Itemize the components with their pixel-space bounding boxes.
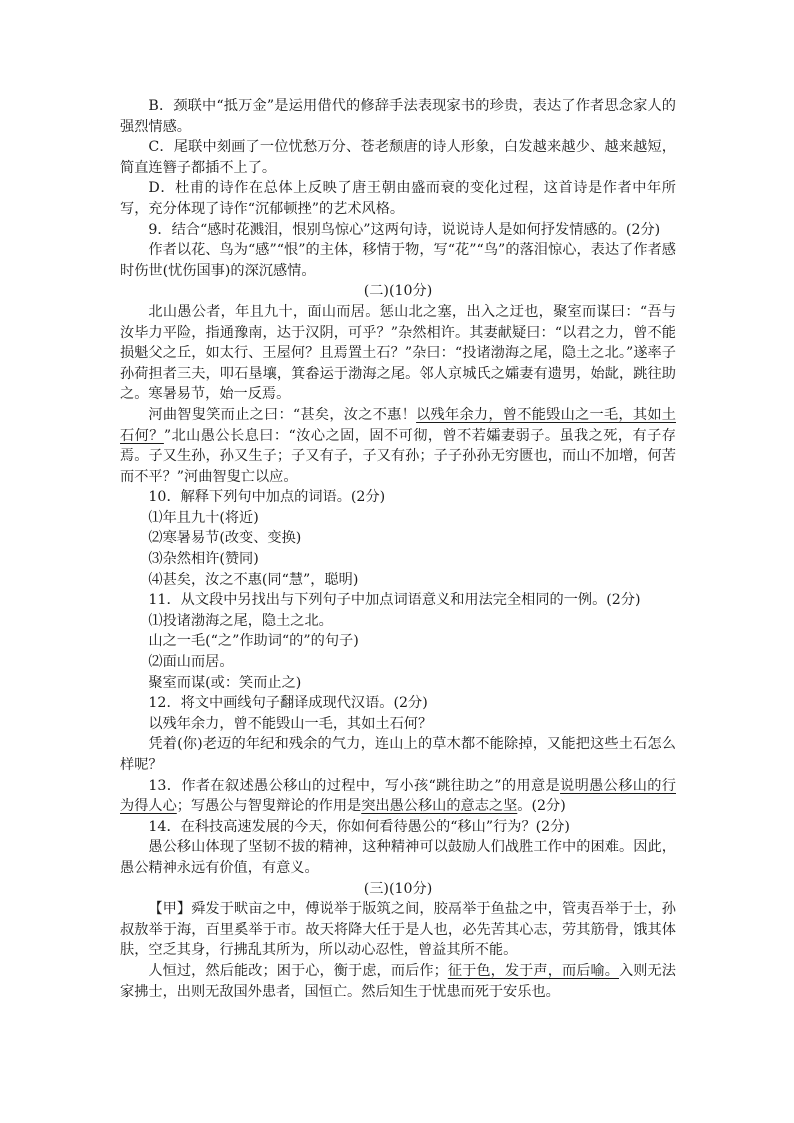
section3-passage-para1: 【甲】舜发于畎亩之中，傅说举于版筑之间，胶鬲举于鱼盐之中，管夷吾举于士，孙叔敖举于海，百里奚举于市。故天将降大任于是人也，必先苦其心志，劳其筋骨，饿其体肤，空乏其身，行拂乱其所为，所以动心忍性，曾益其所不能。 (120, 901, 676, 959)
q8-option-b: B．颈联中“抵万金”是运用借代的修辞手法表现家书的珍贵，表达了作者思念家人的强烈情感。 (120, 98, 676, 135)
q11-answer-1: 山之一毛(“之”作助词“的”的句子) (148, 633, 359, 650)
q10-question: 10．解释下列句中加点的词语。(2分) (148, 489, 386, 506)
section2-heading: (二)(10分) (363, 283, 433, 300)
q10-item-2: ⑵寒暑易节(改变、变换) (148, 530, 302, 547)
q13-question (120, 776, 676, 817)
s3-underlined-sentence: 征于色，发于声，而后喻。 (447, 962, 619, 979)
q13-text-3: 。(2分) (517, 798, 566, 815)
q8-option-d: D．杜甫的诗作在总体上反映了唐王朝由盛而衰的变化过程，这首诗是作者中年所写，充分体现了诗作“沉郁顿挫”的艺术风格。 (120, 180, 676, 217)
para2-text-start: 河曲智叟笑而止之曰：“甚矣，汝之不惠！ (148, 406, 417, 423)
q11-item-2: ⑵面山而居。 (148, 654, 234, 671)
s3-para2-text-end: 入则无法家拂士，出则无敌国外患者，国恒亡。然后知生于忧患而死于安乐也。 (120, 962, 676, 1000)
q13-answer-1: 说明愚公移山的行为得人心 (120, 777, 676, 815)
q11-answer-2: 聚室而谋(或：笑而止之) (148, 674, 302, 691)
s3-para2-text-start: 人恒过，然后能改；困于心，衡于虑，而后作； (148, 962, 448, 979)
q13-text-2: ；写愚公与智叟辩论的作用是 (176, 798, 362, 815)
q9-answer: 作者以花、鸟为“感”“恨”的主体，移情于物，写“花”“鸟”的落泪惊心，表达了作者感时伤世(忧伤国事)的深沉感情。 (120, 242, 676, 279)
q10-item-1: ⑴年且九十(将近) (148, 509, 259, 526)
q13-text-1: 13．作者在叙述愚公移山的过程中，写小孩“跳往助之”的用意是 (148, 777, 561, 794)
q12-answer: 凭着(你)老迈的年纪和残余的气力，连山上的草木都不能除掉，又能把这些土石怎么样呢？ (120, 736, 676, 773)
q14-question: 14．在科技高速发展的今天，你如何看待愚公的“移山”行为？(2分) (148, 818, 570, 835)
q11-question: 11．从文段中另找出与下列句子中加点词语意义和用法完全相同的一例。(2分) (148, 592, 641, 609)
q12-question: 12．将文中画线句子翻译成现代汉语。(2分) (148, 695, 428, 712)
q12-sentence: 以残年余力，曾不能毁山一毛，其如土石何？ (148, 715, 433, 732)
q14-answer: 愚公移山体现了坚韧不拔的精神，这种精神可以鼓励人们战胜工作中的困难。因此，愚公精神永远有价值，有意义。 (120, 839, 676, 876)
q11-item-1: ⑴投诸渤海之尾，隐土之北。 (148, 612, 333, 629)
para2-text-end: ”北山愚公长息曰：“汝心之固，固不可彻，曾不若孀妻弱子。虽我之死，有子存焉。子又生孙，孙又生子；子又有子，子又有孙；子子孙孙无穷匮也，而山不加增，何苦而不平？”河曲智叟亡以应。 (120, 427, 676, 485)
section2-passage-para1: 北山愚公者，年且九十，面山而居。惩山北之塞，出入之迂也，聚室而谋曰：“吾与汝毕力平险，指通豫南，达于汉阴，可乎？”杂然相许。其妻献疑曰：“以君之力，曾不能损魁父之丘，如太行、王屋何？且焉置土石？”杂曰：“投诸渤海之尾，隐土之北。”遂率子孙荷担者三夫，叩石垦壤，箕畚运于渤海之尾。邻人京城氏之孀妻有遗男，始龀，跳往助之。寒暑易节，始一反焉。 (120, 303, 676, 403)
document-content (120, 96, 676, 1002)
section3-heading: (三)(10分) (363, 880, 433, 897)
q13-answer-2: 突出愚公移山的意志之坚 (361, 798, 518, 815)
q9-question: 9．结合“感时花溅泪，恨别鸟惊心”这两句诗，说说诗人是如何抒发情感的。(2分) (148, 221, 661, 238)
section2-passage-para2 (120, 405, 676, 487)
section3-passage-para2 (120, 961, 676, 1002)
q10-item-3: ⑶杂然相许(赞同) (148, 551, 259, 568)
underlined-sentence: 以残年余力，曾不能毁山之一毛，其如土石何？ (120, 406, 676, 444)
q10-item-4: ⑷甚矣，汝之不惠(同“慧”，聪明) (148, 571, 359, 588)
q8-option-c: C．尾联中刻画了一位忧愁万分、苍老颓唐的诗人形象，白发越来越少、越来越短，简直连簪子都插不上了。 (120, 139, 676, 176)
